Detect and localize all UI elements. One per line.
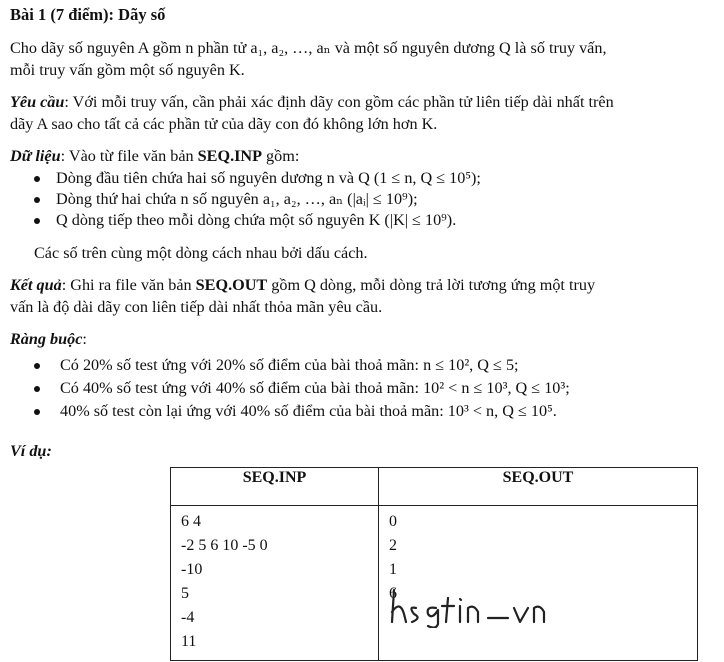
example-output-line: 2 — [389, 537, 397, 554]
constraints-bullet-list — [30, 355, 570, 424]
intro-line-2: mỗi truy vấn gồm một số nguyên K. — [10, 61, 245, 79]
output-filename: SEQ.OUT — [195, 276, 268, 294]
input-filename: SEQ.INP — [197, 147, 262, 165]
example-header-input: SEQ.INP — [171, 468, 379, 506]
example-output-line: 1 — [389, 561, 397, 578]
output-line-2: vấn là độ dài dãy con liên tiếp dài nhất thỏa mãn yêu cầu. — [10, 298, 383, 316]
requirement-line-1 — [10, 92, 716, 113]
example-header-row — [171, 468, 698, 506]
example-input-line: -4 — [181, 609, 195, 626]
input-bullet: Dòng thứ hai chứa n số nguyên a₁, a₂, …, aₙ (|aᵢ| ≤ 10⁹); — [30, 189, 481, 210]
example-header-output: SEQ.OUT — [379, 468, 698, 506]
output-line-1 — [10, 275, 716, 296]
input-bullet: Q dòng tiếp theo mỗi dòng chứa một số nguyên K (|K| ≤ 10⁹). — [30, 210, 481, 231]
output-tail: gồm Q dòng, mỗi dòng trả lời tương ứng một truy — [267, 276, 596, 294]
constraint-bullet: Có 20% số test ứng với 20% số điểm của bài thoả mãn: n ≤ 10², Q ≤ 5; — [30, 355, 570, 378]
output-label: Kết quả — [10, 276, 62, 294]
input-tail: gồm: — [262, 147, 300, 165]
constraint-bullet: Có 40% số test ứng với 40% số điểm của bài thoả mãn: 10² < n ≤ 10³, Q ≤ 10³; — [30, 378, 570, 401]
requirement-text: : Với mỗi truy vấn, cần phải xác định dãy con gồm các phần tử liên tiếp dài nhất trên — [64, 93, 614, 111]
output-text: : Ghi ra file văn bản — [61, 276, 196, 294]
example-input-line: 11 — [181, 633, 197, 650]
intro-line-1: Cho dãy số nguyên A gồm n phần tử a₁, a₂, …, aₙ và một số nguyên dương Q là số truy vấn, — [10, 39, 607, 57]
example-input-line: 5 — [181, 585, 189, 602]
constraint-bullet: 40% số test còn lại ứng với 40% số điểm của bài thoả mãn: 10³ < n, Q ≤ 10⁵. — [30, 401, 570, 424]
example-body-row — [171, 506, 698, 661]
constraints-label: Ràng buộc — [10, 330, 83, 348]
example-input-line: 6 4 — [181, 513, 201, 530]
example-output-line: 6 — [389, 585, 397, 602]
input-note: Các số trên cùng một dòng cách nhau bởi dấu cách. — [34, 244, 368, 262]
requirement-line-2: dãy A sao cho tất cả các phần tử của dãy con đó không lớn hơn K. — [10, 115, 438, 133]
example-input-cell — [171, 506, 379, 661]
example-label: Ví dụ: — [10, 442, 52, 460]
input-text: : Vào từ file văn bản — [60, 147, 198, 165]
input-bullet: Dòng đầu tiên chứa hai số nguyên dương n và Q (1 ≤ n, Q ≤ 10⁵); — [30, 168, 481, 189]
example-input-line: -2 5 6 10 -5 0 — [181, 537, 268, 554]
input-bullet-list — [30, 168, 481, 231]
constraints-heading — [10, 329, 716, 350]
example-input-line: -10 — [181, 561, 203, 578]
signature-strokes — [392, 590, 544, 628]
example-output-cell — [379, 506, 698, 661]
constraints-colon: : — [82, 330, 87, 348]
example-output-line: 0 — [389, 513, 397, 530]
example-table — [170, 467, 698, 661]
problem-title: Bài 1 (7 điểm): Dãy số — [10, 5, 166, 24]
requirement-label: Yêu cầu — [10, 93, 65, 111]
input-heading — [10, 146, 716, 167]
input-label: Dữ liệu — [10, 147, 61, 165]
handwritten-signature — [388, 584, 548, 628]
